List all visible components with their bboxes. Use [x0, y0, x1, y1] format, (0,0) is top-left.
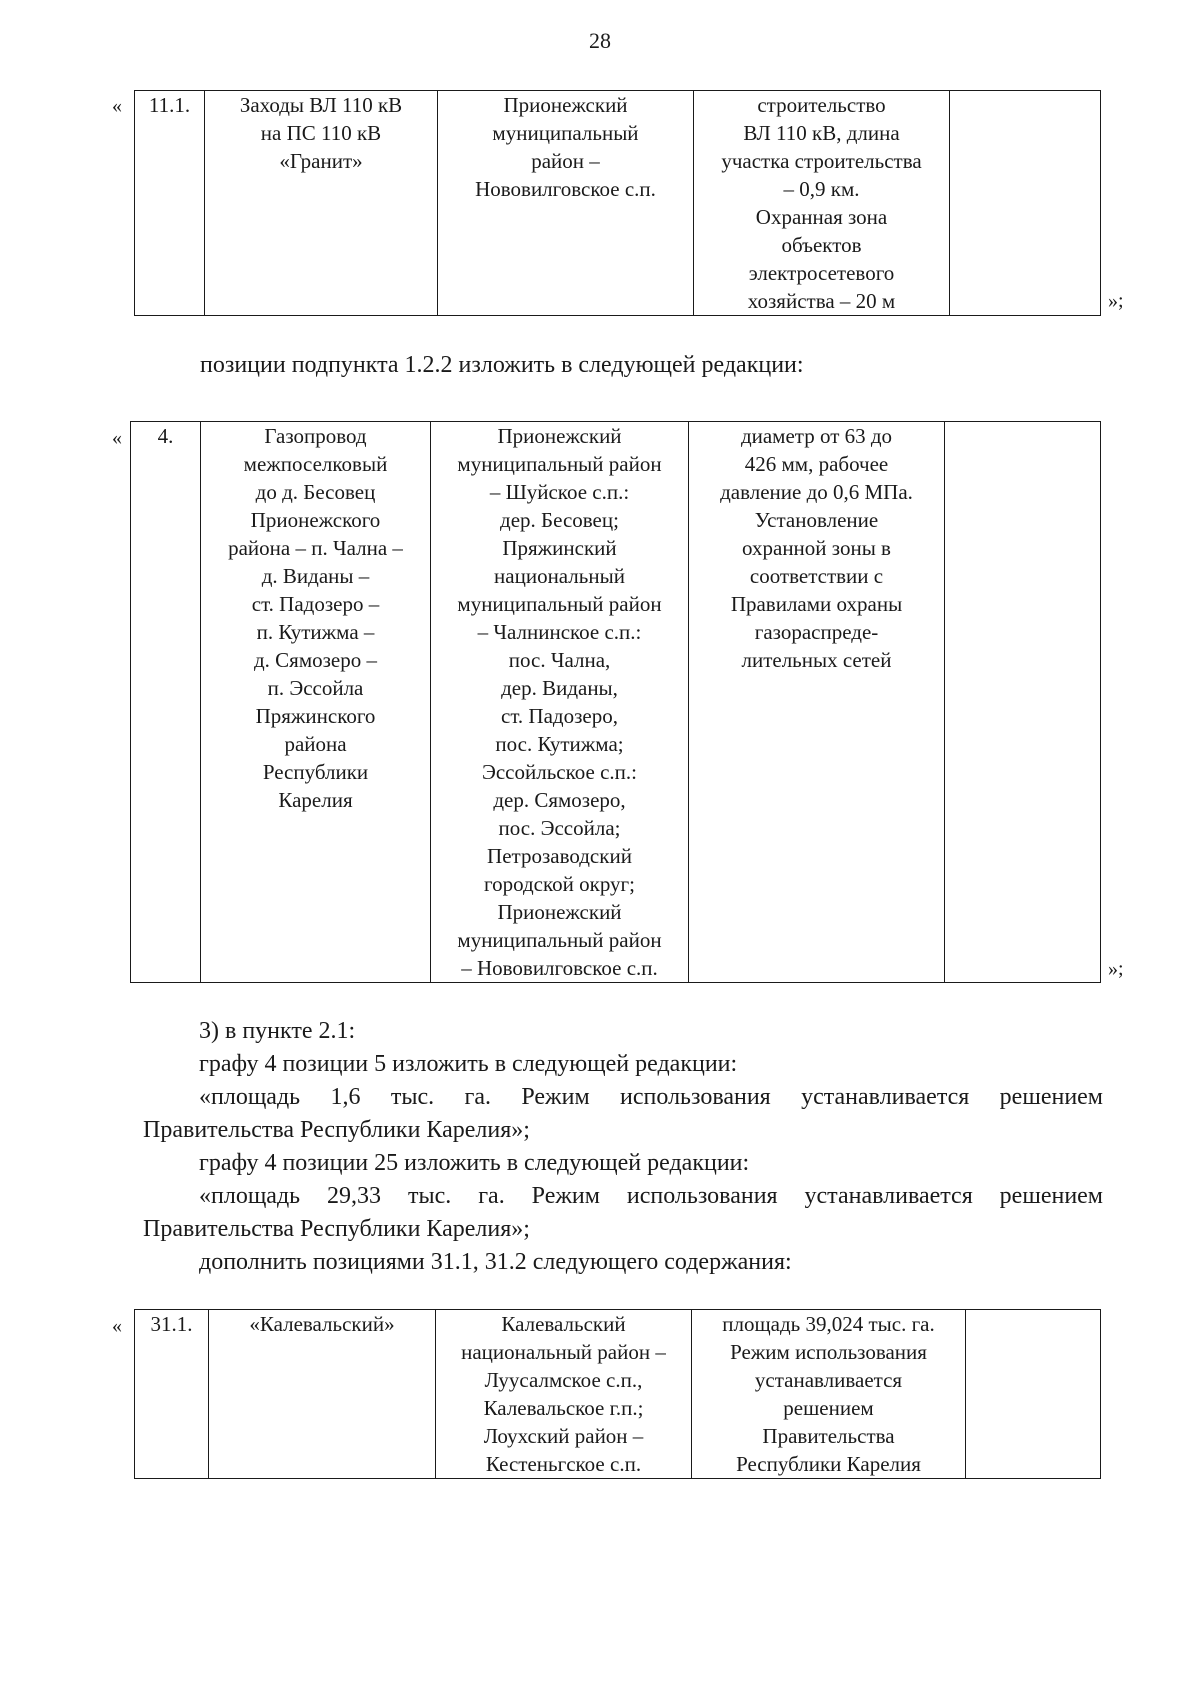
text-line: «площадь 1,6 тыс. га. Режим использования устанавливается решением — [199, 1084, 1103, 1110]
cell-object-name: «Калевальский» — [209, 1310, 436, 1479]
cell-object-name: Газопровод межпоселковый до д. Бесовец Прионежского района – п. Чална – д. Виданы – ст. Падозеро – п. Кутижма – д. Сямозеро – п. Эссойла Пряжинского района Республики Карелия — [201, 422, 431, 983]
cell-extra — [945, 422, 1101, 983]
section-heading: позиции подпункта 1.2.2 изложить в следующей редакции: — [200, 352, 804, 378]
text-line: 3) в пункте 2.1: — [199, 1018, 356, 1044]
cell-location: Калевальский национальный район – Луусалмское с.п., Калевальское г.п.; Лоухский район – Кестеньгское с.п. — [436, 1310, 692, 1479]
table-row — [131, 422, 1101, 983]
text-line: «площадь 29,33 тыс. га. Режим использования устанавливается решением — [199, 1183, 1103, 1209]
table-position-4 — [130, 421, 1101, 983]
cell-location: Прионежский муниципальный район – Шуйское с.п.: дер. Бесовец; Пряжинский национальный муниципальный район – Чалнинское с.п.: пос. Чална, дер. Виданы, ст. Падозеро, пос. Кутижма; Эссойльское с.п.: дер. Сямозеро, пос. Эссойла; Петрозаводский городской округ; Прионежский муниципальный район – Нововилговское с.п. — [431, 422, 689, 983]
text-line: графу 4 позиции 5 изложить в следующей редакции: — [199, 1051, 738, 1077]
cell-number: 4. — [131, 422, 201, 983]
cell-extra — [950, 91, 1101, 316]
cell-location: Прионежский муниципальный район – Нововилговское с.п. — [438, 91, 694, 316]
cell-number: 31.1. — [135, 1310, 209, 1479]
quote-open-mark: « — [112, 427, 122, 449]
page-number: 28 — [589, 28, 611, 53]
cell-description: диаметр от 63 до 426 мм, рабочее давление до 0,6 МПа. Установление охранной зоны в соответствии с Правилами охраны газораспреде- лительных сетей — [689, 422, 945, 983]
table-position-11-1 — [134, 90, 1101, 316]
quote-close-mark: »; — [1108, 290, 1124, 312]
cell-description: строительство ВЛ 110 кВ, длина участка строительства – 0,9 км. Охранная зона объектов электросетевого хозяйства – 20 м — [694, 91, 950, 316]
text-line: графу 4 позиции 25 изложить в следующей редакции: — [199, 1150, 750, 1176]
quote-open-mark: « — [112, 95, 122, 117]
cell-number: 11.1. — [135, 91, 205, 316]
cell-description: площадь 39,024 тыс. га. Режим использования устанавливается решением Правительства Республики Карелия — [692, 1310, 966, 1479]
text-line: Правительства Республики Карелия»; — [143, 1117, 530, 1143]
text-line: Правительства Республики Карелия»; — [143, 1216, 530, 1242]
amendment-text — [143, 1015, 1103, 1279]
table-row — [135, 1310, 1101, 1479]
table-position-31-1 — [134, 1309, 1101, 1479]
cell-object-name: Заходы ВЛ 110 кВ на ПС 110 кВ «Гранит» — [205, 91, 438, 316]
cell-extra — [966, 1310, 1101, 1479]
quote-close-mark: »; — [1108, 958, 1124, 980]
table-row — [135, 91, 1101, 316]
text-line: дополнить позициями 31.1, 31.2 следующего содержания: — [199, 1249, 792, 1275]
quote-open-mark: « — [112, 1315, 122, 1337]
